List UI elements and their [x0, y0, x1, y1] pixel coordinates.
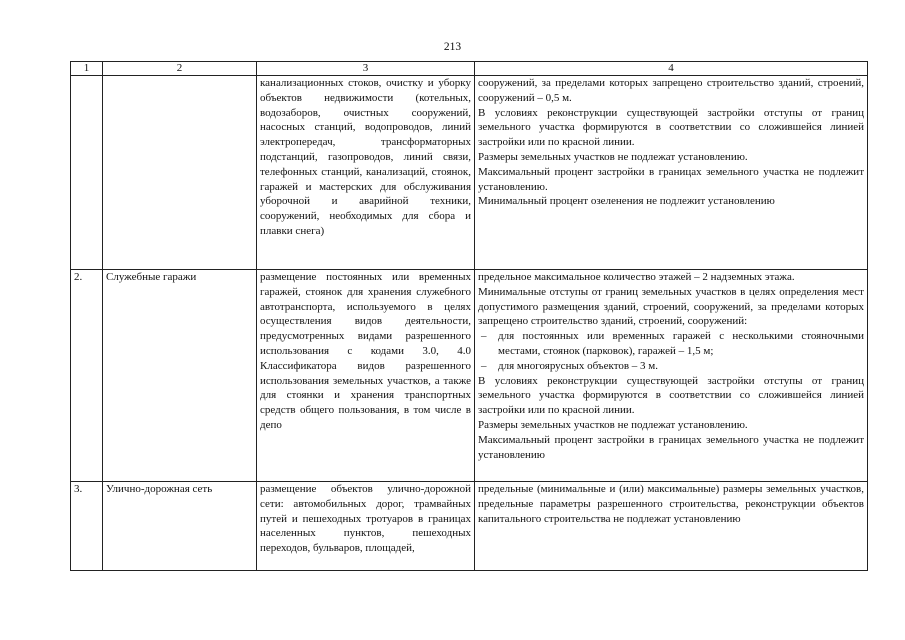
row-parameters — [475, 76, 868, 270]
list-item: – для многоярусных объектов – 3 м. — [478, 359, 864, 374]
list-item: – для постоянных или временных гаражей с несколькими стояночными местами, стоянок (парковок), гаражей – 1,5 м; — [478, 329, 864, 359]
parameter-paragraph: Минимальный процент озеленения не подлежит установлению — [478, 195, 775, 208]
zoning-table — [70, 61, 868, 571]
row-name — [103, 76, 257, 270]
table-header-row — [71, 62, 868, 76]
table-row — [71, 482, 868, 571]
row-description: канализационных стоков, очистку и уборку объектов недвижимости (котельных, водозаборов, очистных сооружений, насосных станций, водопроводов, линий электропередач, трансформаторных подстанций, газопроводов, линий связи, телефонных станций, канализаций, стоянок, гаражей и мастерских для обслуживания уборочной и аварийной техники, сооружений, необходимых для сбора и плавки снега) — [257, 76, 475, 270]
table-row — [71, 270, 868, 482]
parameter-paragraph: предельные (минимальные и (или) максимальные) размеры земельных участков, предельные параметры разрешенного строительства, реконструкции объектов капитального строительства не подлежат установлению — [478, 483, 864, 525]
row-description: размещение постоянных или временных гаражей, стоянок для хранения служебного автотранспорта, используемого в целях осуществления видов деятельности, предусмотренных видами разрешенного использования с кодами 3.0, 4.0 Классификатора видов разрешенного использования земельных участков, а также для стоянки и хранения транспортных средств общего пользования, в том числе в депо — [257, 270, 475, 482]
column-header: 2 — [103, 62, 257, 76]
parameter-paragraph: Максимальный процент застройки в границах земельного участка не подлежит установлению. — [478, 165, 864, 193]
row-name: Улично-дорожная сеть — [103, 482, 257, 571]
parameter-paragraph: Максимальный процент застройки в границах земельного участка не подлежит установлению — [478, 433, 864, 461]
parameter-paragraph: сооружений, за пределами которых запрещено строительство зданий, строений, сооружений – 0,5 м. — [478, 77, 864, 104]
column-header: 1 — [71, 62, 103, 76]
parameter-paragraph: В условиях реконструкции существующей застройки отступы от границ земельного участка формируются в соответствии со сложившейся линией застройки или по красной линии. — [478, 106, 864, 149]
column-header: 3 — [257, 62, 475, 76]
parameter-paragraph: В условиях реконструкции существующей застройки отступы от границ земельного участка формируются в соответствии со сложившейся линией застройки или по красной линии. — [478, 374, 864, 417]
row-parameters — [475, 270, 868, 482]
parameter-paragraph: предельное максимальное количество этажей – 2 надземных этажа. — [478, 271, 795, 283]
row-number — [71, 76, 103, 270]
row-name: Служебные гаражи — [103, 270, 257, 482]
parameter-paragraph: Размеры земельных участков не подлежат установлению. — [478, 150, 748, 163]
row-parameters — [475, 482, 868, 571]
row-number: 2. — [71, 270, 103, 482]
parameter-paragraph: Размеры земельных участков не подлежат установлению. — [478, 418, 748, 431]
table-row — [71, 76, 868, 270]
page-number: 213 — [443, 41, 462, 53]
parameter-paragraph: Минимальные отступы от границ земельных участков в целях определения мест допустимого размещения зданий, строений, сооружений, за пределами которых запрещено строительство зданий, строений, сооружений: — [478, 285, 864, 328]
row-description: размещение объектов улично-дорожной сети: автомобильных дорог, трамвайных путей и пешеходных тротуаров в границах населенных пунктов, пешеходных переходов, бульваров, площадей, — [257, 482, 475, 571]
row-number: 3. — [71, 482, 103, 571]
setback-list — [478, 329, 864, 373]
column-header: 4 — [475, 62, 868, 76]
